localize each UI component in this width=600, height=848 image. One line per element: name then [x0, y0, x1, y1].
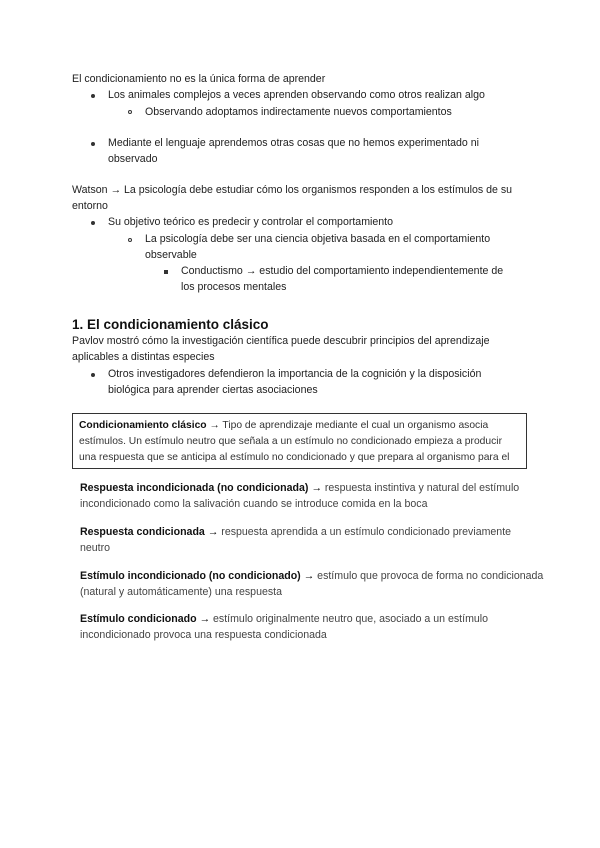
watson-sub-1-line-2: observable: [145, 249, 197, 261]
definition-2-line-1: [80, 525, 511, 540]
definition-2-line-2: neutro: [80, 542, 111, 554]
definition-4-text: estímulo originalmente neutro que, asociado a un estímulo: [210, 613, 489, 625]
definition-3-text: estímulo que provoca de forma no condicionada: [314, 570, 544, 582]
box-line-2: estímulos. Un estímulo neutro que señala a un estímulo no condicionado empieza a producir: [79, 436, 502, 447]
watson-subsub-1-line-1: Conductismo → estudio del comportamiento independientemente de: [181, 265, 504, 277]
square-bullet: [164, 270, 168, 274]
section-heading: 1. El condicionamiento clásico: [72, 317, 269, 332]
bullet-dot: [91, 94, 95, 98]
definition-1-line-2: incondicionado como la salivación cuando se introduce comida en la boca: [80, 498, 428, 510]
hollow-bullet: [128, 238, 132, 242]
intro-bullet-2-line-1: Mediante el lenguaje aprendemos otras cosas que no hemos experimentado ni: [108, 137, 480, 149]
bullet-dot: [91, 373, 95, 377]
definition-3-line-1: [80, 569, 543, 584]
box-term: Condicionamiento clásico →: [79, 420, 220, 431]
definition-3-term: Estímulo incondicionado (no condicionado) →: [80, 570, 315, 582]
definition-1-term: Respuesta incondicionada (no condicionada) →: [80, 482, 322, 494]
intro-sub-1: Observando adoptamos indirectamente nuevos comportamientos: [145, 106, 452, 118]
definition-4-line-2: incondicionado provoca una respuesta condicionada: [80, 629, 327, 641]
section-bullet-line-2: biológica para aprender ciertas asociaciones: [108, 384, 318, 396]
watson-subsub-1-line-2: los procesos mentales: [181, 281, 287, 293]
box-line-3: una respuesta que se anticipa al estímulo no condicionado y que prepara al organismo para el: [79, 452, 510, 463]
intro-line: El condicionamiento no es la única forma de aprender: [72, 73, 326, 85]
intro-bullet-1: Los animales complejos a veces aprenden observando como otros realizan algo: [108, 89, 485, 101]
definition-box: [72, 413, 527, 469]
definition-1-text: respuesta instintiva y natural del estímulo: [321, 482, 520, 494]
section-paragraph-line-1: Pavlov mostró cómo la investigación científica puede descubrir principios del aprendizaje: [72, 335, 490, 347]
definition-3-line-2: (natural y automáticamente) una respuesta: [80, 586, 282, 598]
watson-sub-1-line-1: La psicología debe ser una ciencia objetiva basada en el comportamiento: [145, 233, 491, 245]
bullet-dot: [91, 142, 95, 146]
definition-1-line-1: [80, 481, 519, 496]
section-bullet-line-1: Otros investigadores defendieron la importancia de la cognición y la disposición: [108, 368, 482, 380]
definition-4-line-1: [80, 612, 488, 627]
definition-4-term: Estímulo condicionado →: [80, 613, 211, 625]
section-paragraph-line-2: aplicables a distintas especies: [72, 351, 215, 363]
box-line-1: [79, 418, 488, 433]
hollow-bullet: [128, 110, 132, 114]
watson-bullet-1: Su objetivo teórico es predecir y controlar el comportamiento: [108, 216, 393, 228]
box-line-1-text: Tipo de aprendizaje mediante el cual un organismo asocia: [219, 420, 489, 431]
definition-2-text: respuesta aprendida a un estímulo condicionado previamente: [218, 526, 512, 538]
watson-line-1: Watson → La psicología debe estudiar cómo los organismos responden a los estímulos de su: [72, 184, 513, 196]
watson-line-2: entorno: [72, 200, 108, 212]
intro-bullet-2-line-2: observado: [108, 153, 158, 165]
definition-2-term: Respuesta condicionada →: [80, 526, 219, 538]
bullet-dot: [91, 221, 95, 225]
